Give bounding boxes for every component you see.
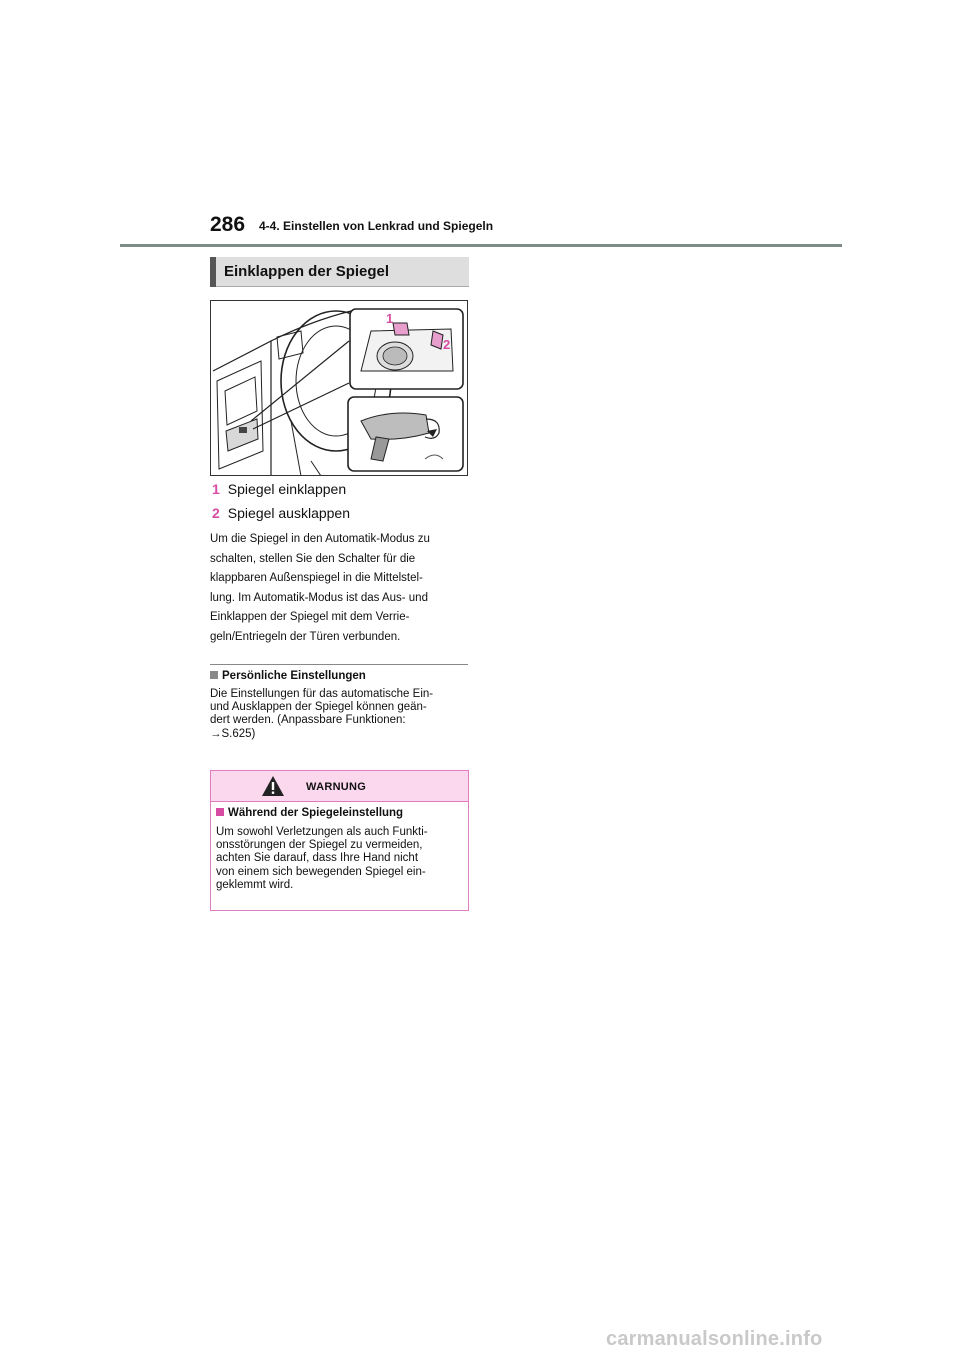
mirror-illustration [210,300,468,476]
subsection-line: Die Einstellungen für das automatische Ein- [210,688,434,700]
watermark: carmanualsonline.info [606,1328,823,1350]
callout-number: 1 [212,481,220,497]
warning-triangle-icon [261,775,285,797]
warning-header [211,771,468,802]
callout-text: Spiegel einklappen [227,481,347,497]
warning-box [210,770,469,911]
body-line: schalten, stellen Sie den Schalter für die [210,552,416,565]
callout-item-1 [212,481,346,497]
warning-body [216,826,466,892]
warning-line: onsstörungen der Spiegel zu vermeiden, [216,839,423,852]
subsection-heading [210,670,366,682]
chapter-title: 4-4. Einstellen von Lenkrad und Spiegeln [259,219,494,233]
warning-line: achten Sie darauf, dass Ihre Hand nicht [216,852,419,865]
header-rule [120,244,842,247]
warning-title: WARNUNG [306,781,367,793]
body-line: lung. Im Automatik-Modus ist das Aus- und [210,591,428,604]
subsection-body [210,688,472,741]
body-paragraph [210,530,472,648]
body-line: geln/Entriegeln der Türen verbunden. [210,630,401,643]
warning-subheading [216,807,403,819]
callout-2-label: 2 [443,337,451,352]
warning-line: Um sowohl Verletzungen als auch Funkti- [216,826,428,838]
section-title: Einklappen der Spiegel [224,263,390,280]
dashboard-drawing [211,301,468,476]
callout-item-2 [212,505,350,521]
subsection-rule [210,664,468,665]
warning-line: von einem sich bewegenden Spiegel ein- [216,865,426,878]
warning-line: geklemmt wird. [216,878,294,891]
subsection-line: dert werden. (Anpassbare Funktionen: [210,714,406,727]
section-heading-bar [210,257,216,287]
square-bullet-icon [210,671,218,679]
callout-number: 2 [212,505,220,521]
warning-subheading-text: Während der Spiegeleinstellung [228,807,404,819]
body-line: Einklappen der Spiegel mit dem Verrie- [210,611,410,624]
subsection-line: und Ausklappen der Spiegel können geän- [210,701,427,714]
callout-1-label: 1 [386,311,394,326]
callout-text: Spiegel ausklappen [227,505,351,521]
body-line: Um die Spiegel in den Automatik-Modus zu [210,533,430,545]
page-number: 286 [210,213,246,236]
subsection-title: Persönliche Einstellungen [222,670,366,682]
page-reference-link[interactable]: →S.625) [210,727,256,740]
section-heading [210,257,469,287]
square-bullet-icon [216,808,224,816]
body-line: klappbaren Außenspiegel in die Mittelstel- [210,572,423,585]
